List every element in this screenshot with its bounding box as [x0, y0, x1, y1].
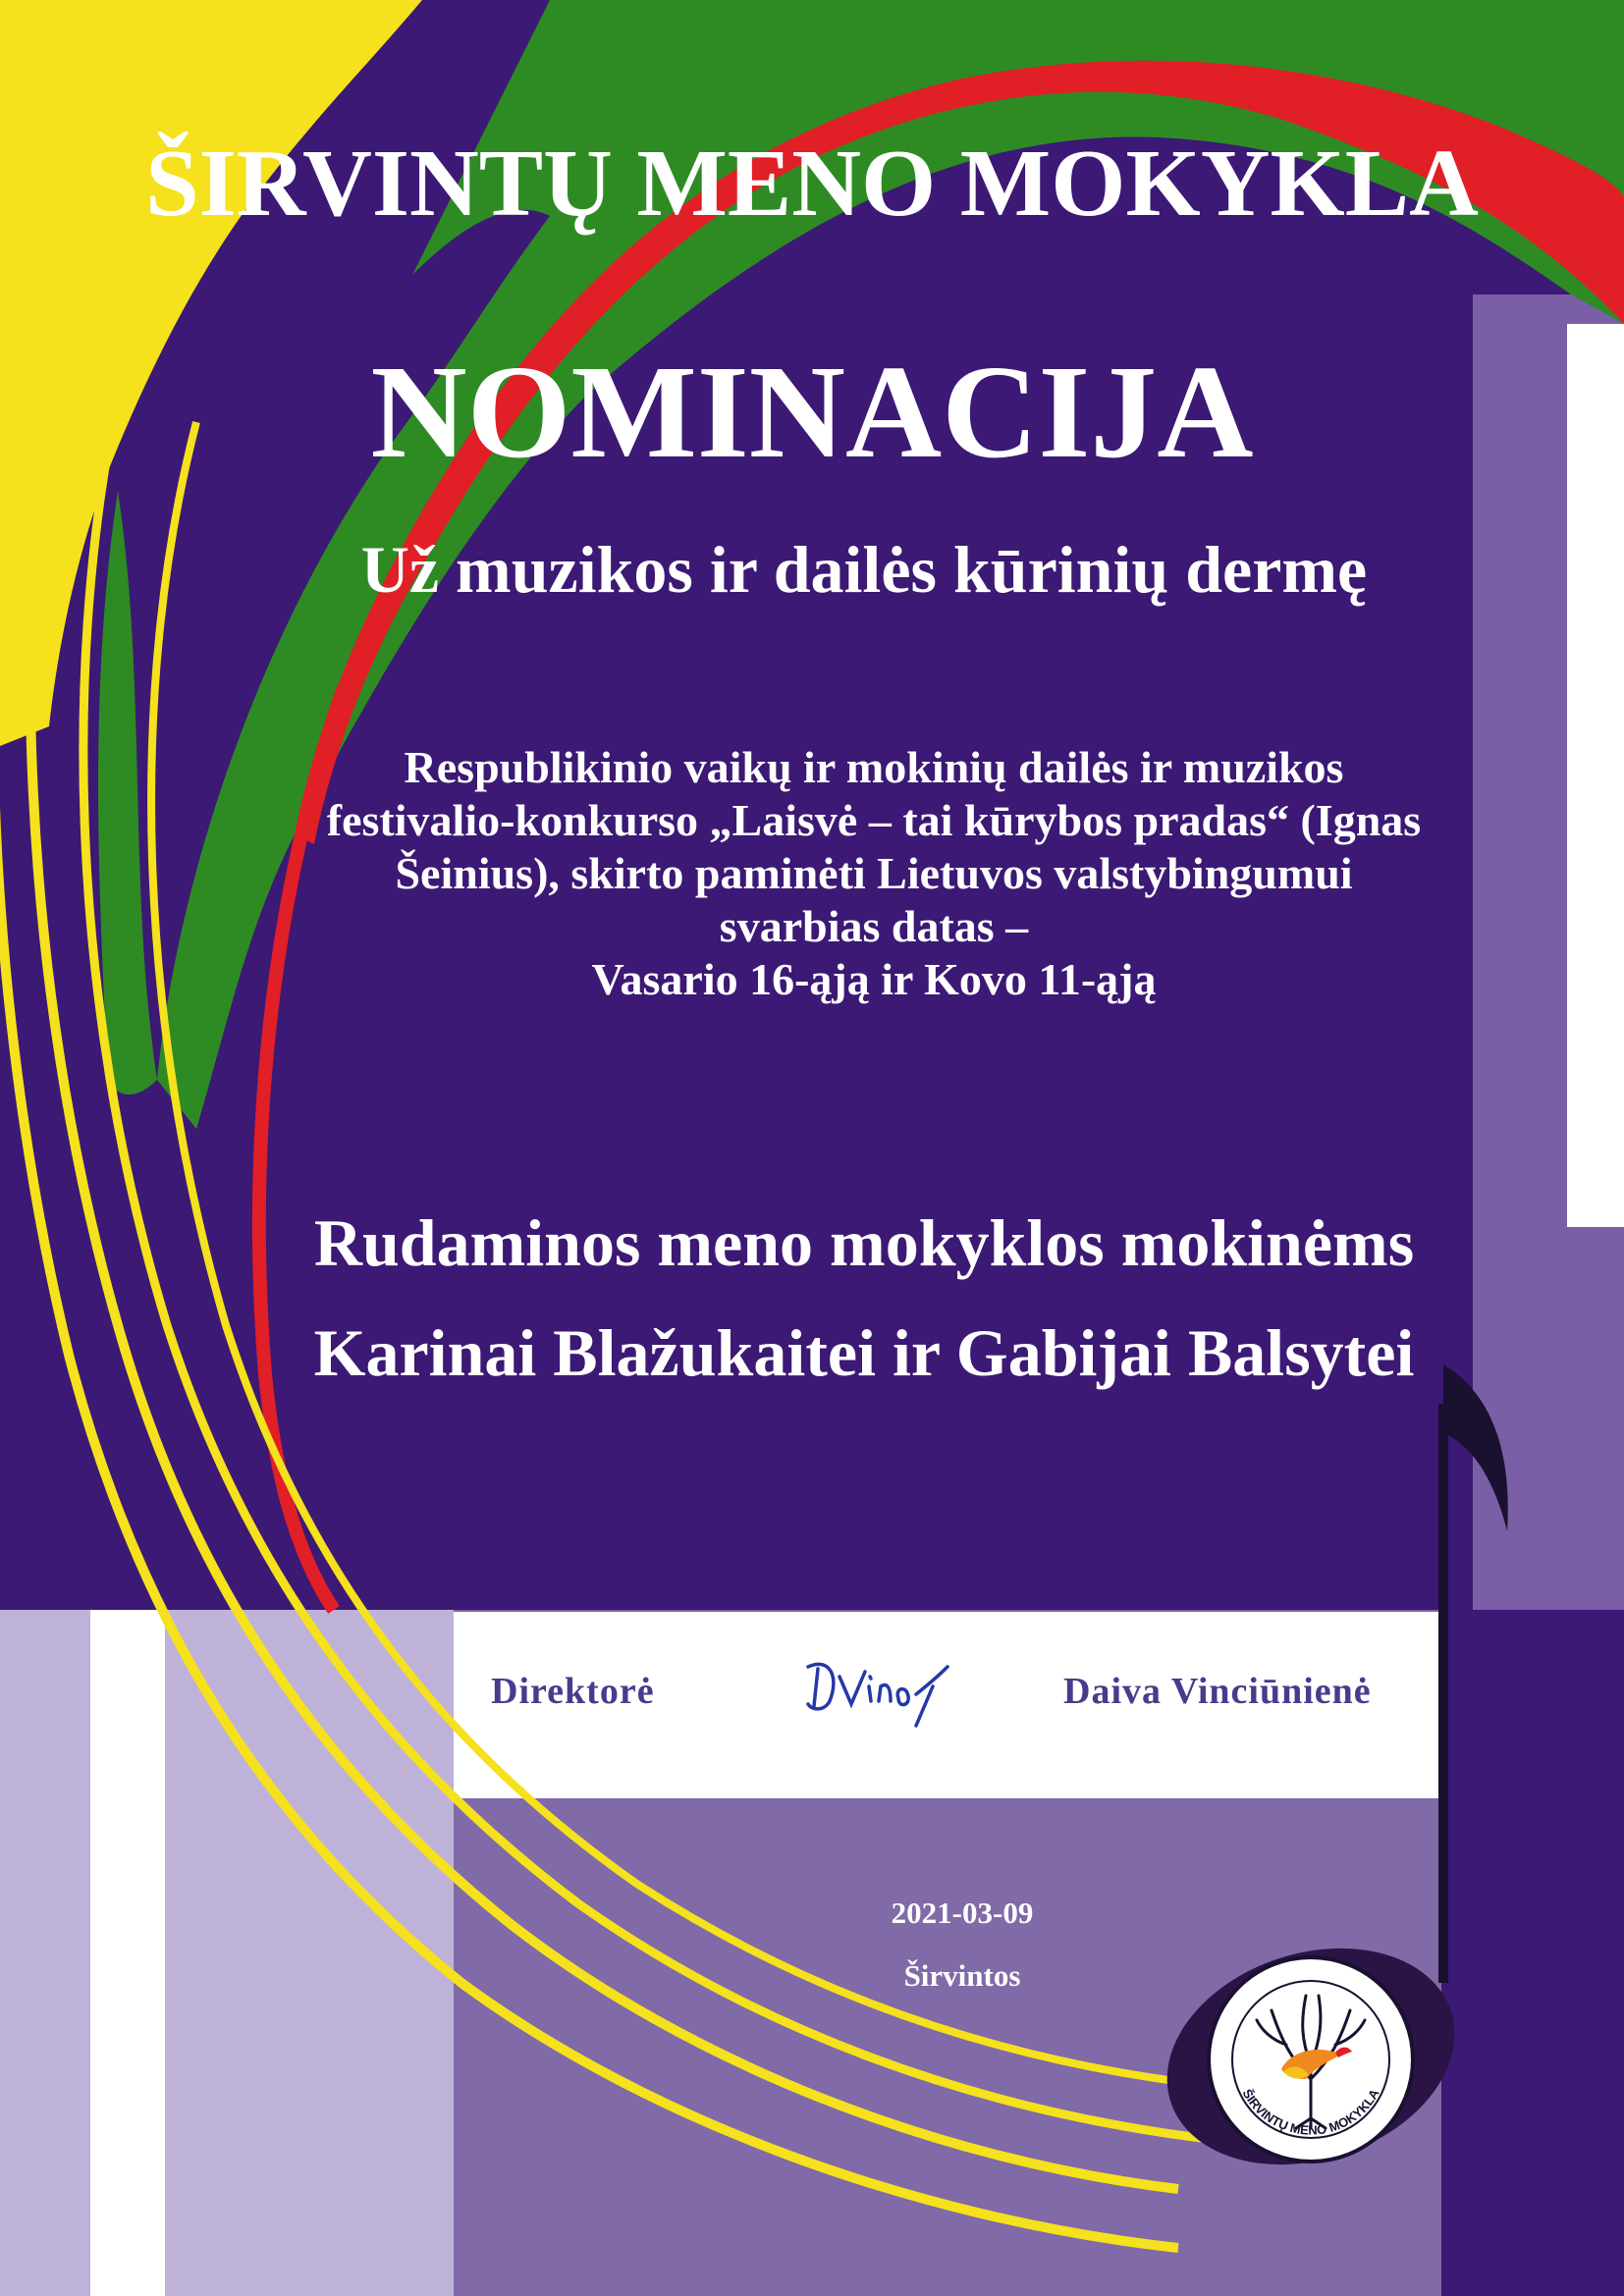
tree-bird-logo-icon: [1203, 1951, 1419, 2167]
festival-description: [216, 741, 1532, 1006]
nomination-subtitle: Už muzikos ir dailės kūrinių dermę: [360, 532, 1368, 607]
director-role: Direktorė: [491, 1671, 655, 1712]
issue-date: 2021-03-09: [891, 1896, 1034, 1930]
issue-city: Širvintos: [903, 1958, 1021, 1993]
director-name: Daiva Vinciūnienė: [1063, 1671, 1372, 1712]
festival-line: svarbias datas –: [719, 901, 1029, 951]
nomination-title: NOMINACIJA: [370, 339, 1254, 486]
school-title: ŠIRVINTŲ MENO MOKYKLA: [145, 131, 1479, 237]
festival-line: festivalio-konkurso „Laisvė – tai kūrybos pradas“ (Ignas: [326, 795, 1422, 845]
festival-line: Respublikinio vaikų ir mokinių dailės ir muzikos: [404, 742, 1344, 792]
handwritten-signature: [800, 1647, 957, 1735]
logo-text: ŠIRVINTŲ MENO MOKYKLA: [1239, 2086, 1382, 2138]
festival-line: Šeinius), skirto paminėti Lietuvos valstybingumui: [395, 848, 1353, 898]
recipient-school: Rudaminos meno mokyklos mokinėms: [313, 1205, 1415, 1280]
festival-line: Vasario 16-ąją ir Kovo 11-ąją: [591, 954, 1157, 1004]
recipient-names: Karinai Blažukaitei ir Gabijai Balsytei: [313, 1315, 1415, 1390]
recipients: [177, 1188, 1551, 1408]
